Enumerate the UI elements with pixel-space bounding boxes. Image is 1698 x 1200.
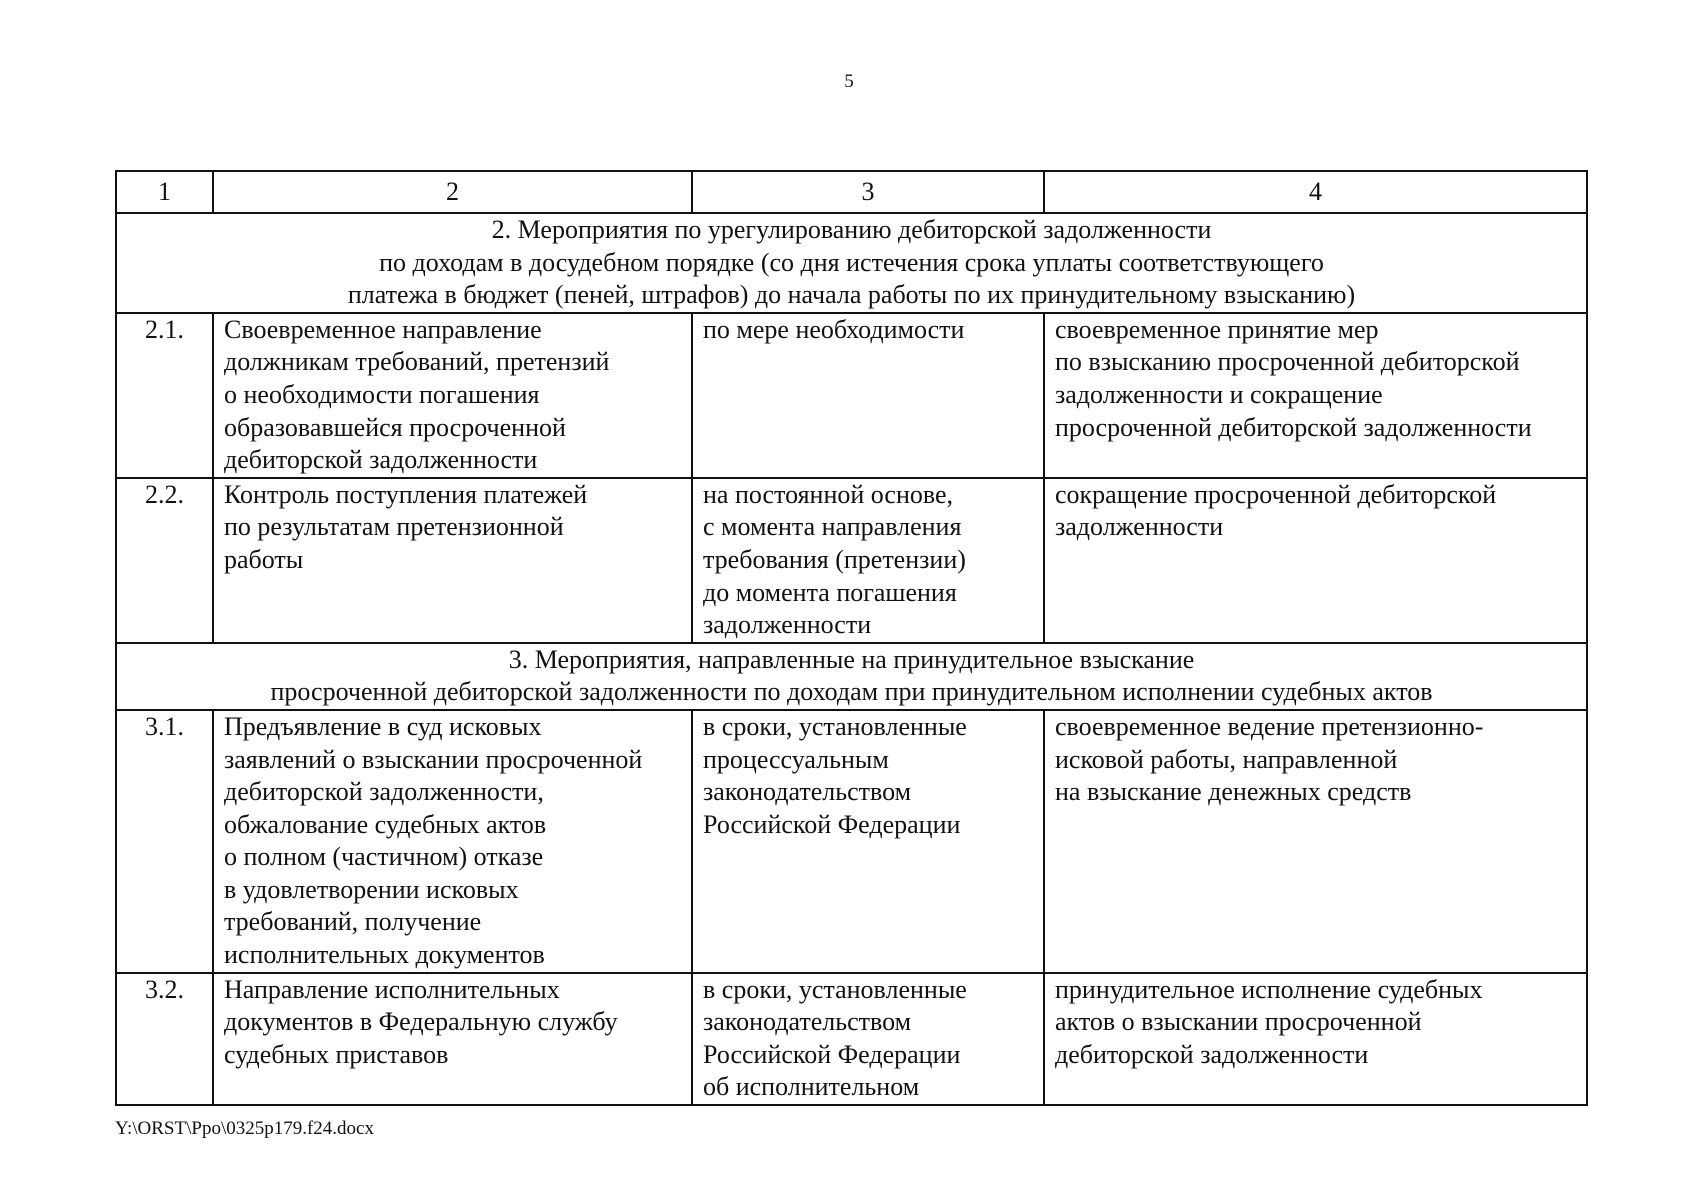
measure-cell <box>213 478 692 643</box>
measures-table <box>115 170 1588 1106</box>
cell-line: просроченной дебиторской задолженности <box>1055 412 1532 442</box>
section-2-heading-row <box>116 213 1587 313</box>
column-header-2: 2 <box>213 171 692 213</box>
result-cell <box>1044 973 1587 1105</box>
cell-line: Российской Федерации <box>703 809 961 839</box>
cell-line: на взыскание денежных средств <box>1055 777 1412 807</box>
page-number: 5 <box>844 71 854 92</box>
column-header-3: 3 <box>692 171 1044 213</box>
table-row <box>116 973 1587 1105</box>
cell-line: требования (претензии) <box>703 544 966 574</box>
footer-file-path: Y:\ORST\Ppo\0325p179.f24.docx <box>115 1118 374 1139</box>
cell-line: с момента направления <box>703 512 962 542</box>
section-heading-line: 2. Мероприятия по урегулированию дебиторской задолженности <box>491 215 1212 244</box>
measure-cell <box>213 973 692 1105</box>
row-number: 3.2. <box>116 973 213 1105</box>
cell-line: законодательством <box>703 1007 912 1037</box>
section-heading-line: просроченной дебиторской задолженности по доходам при принудительном исполнении судебных актов <box>270 677 1433 707</box>
cell-line: законодательством <box>703 777 912 807</box>
cell-line: судебных приставов <box>224 1039 449 1069</box>
cell-line: должникам требований, претензий <box>224 347 610 377</box>
cell-line: Контроль поступления платежей <box>224 479 588 509</box>
measure-cell <box>213 313 692 478</box>
column-header-1: 1 <box>116 171 213 213</box>
cell-line: задолженности <box>703 610 872 640</box>
cell-line: дебиторской задолженности <box>224 445 538 475</box>
cell-line: по взысканию просроченной дебиторской <box>1055 347 1520 377</box>
deadline-cell <box>692 710 1044 973</box>
section-3-heading-row <box>116 643 1587 710</box>
cell-line: до момента погашения <box>703 577 957 607</box>
cell-line: дебиторской задолженности <box>1055 1039 1369 1069</box>
column-header-4: 4 <box>1044 171 1587 213</box>
cell-line: принудительное исполнение судебных <box>1055 974 1483 1004</box>
section-heading-line: платежа в бюджет (пеней, штрафов) до начала работы по их принудительному взысканию) <box>347 280 1356 310</box>
table-row <box>116 313 1587 478</box>
cell-line: в удовлетворении исковых <box>224 874 519 904</box>
cell-line: требований, получение <box>224 907 482 937</box>
section-3-heading <box>116 643 1587 710</box>
deadline-cell <box>692 973 1044 1105</box>
cell-line: образовавшейся просроченной <box>224 412 566 442</box>
deadline-cell <box>692 313 1044 478</box>
section-heading-line: по доходам в досудебном порядке (со дня истечения срока уплаты соответствующего <box>379 247 1324 277</box>
cell-line: Направление исполнительных <box>224 974 560 1004</box>
cell-line: Своевременное направление <box>224 314 542 344</box>
cell-line: обжалование судебных актов <box>224 809 547 839</box>
cell-line: дебиторской задолженности, <box>224 777 544 807</box>
cell-line: документов в Федеральную службу <box>224 1007 618 1037</box>
cell-line: по результатам претензионной <box>224 512 564 542</box>
cell-line: заявлений о взыскании просроченной <box>224 744 643 774</box>
cell-line: в сроки, установленные <box>703 711 967 741</box>
cell-line: актов о взыскании просроченной <box>1055 1007 1422 1037</box>
cell-line: Российской Федерации <box>703 1039 961 1069</box>
result-cell <box>1044 710 1587 973</box>
deadline-cell <box>692 478 1044 643</box>
row-number: 3.1. <box>116 710 213 973</box>
cell-line: Предъявление в суд исковых <box>224 711 542 741</box>
measure-cell <box>213 710 692 973</box>
cell-line: исковой работы, направленной <box>1055 744 1398 774</box>
cell-line: об исполнительном <box>703 1072 920 1102</box>
cell-line: своевременное принятие мер <box>1055 314 1379 344</box>
cell-line: в сроки, установленные <box>703 974 967 1004</box>
cell-line: о необходимости погашения <box>224 379 540 409</box>
row-number: 2.1. <box>116 313 213 478</box>
cell-line: по мере необходимости <box>703 314 965 344</box>
cell-line: работы <box>224 544 304 574</box>
table-row <box>116 710 1587 973</box>
cell-line: на постоянной основе, <box>703 479 954 509</box>
cell-line: процессуальным <box>703 744 889 774</box>
section-2-heading <box>116 213 1587 313</box>
table-header-row <box>116 171 1587 213</box>
cell-line: задолженности <box>1055 512 1224 542</box>
cell-line: о полном (частичном) отказе <box>224 842 544 872</box>
section-heading-line: 3. Мероприятия, направленные на принудительное взыскание <box>508 644 1195 674</box>
row-number: 2.2. <box>116 478 213 643</box>
cell-line: задолженности и сокращение <box>1055 379 1383 409</box>
cell-line: сокращение просроченной дебиторской <box>1055 479 1497 509</box>
result-cell <box>1044 478 1587 643</box>
result-cell <box>1044 313 1587 478</box>
cell-line: исполнительных документов <box>224 940 545 970</box>
table-row <box>116 478 1587 643</box>
cell-line: своевременное ведение претензионно- <box>1055 711 1484 741</box>
